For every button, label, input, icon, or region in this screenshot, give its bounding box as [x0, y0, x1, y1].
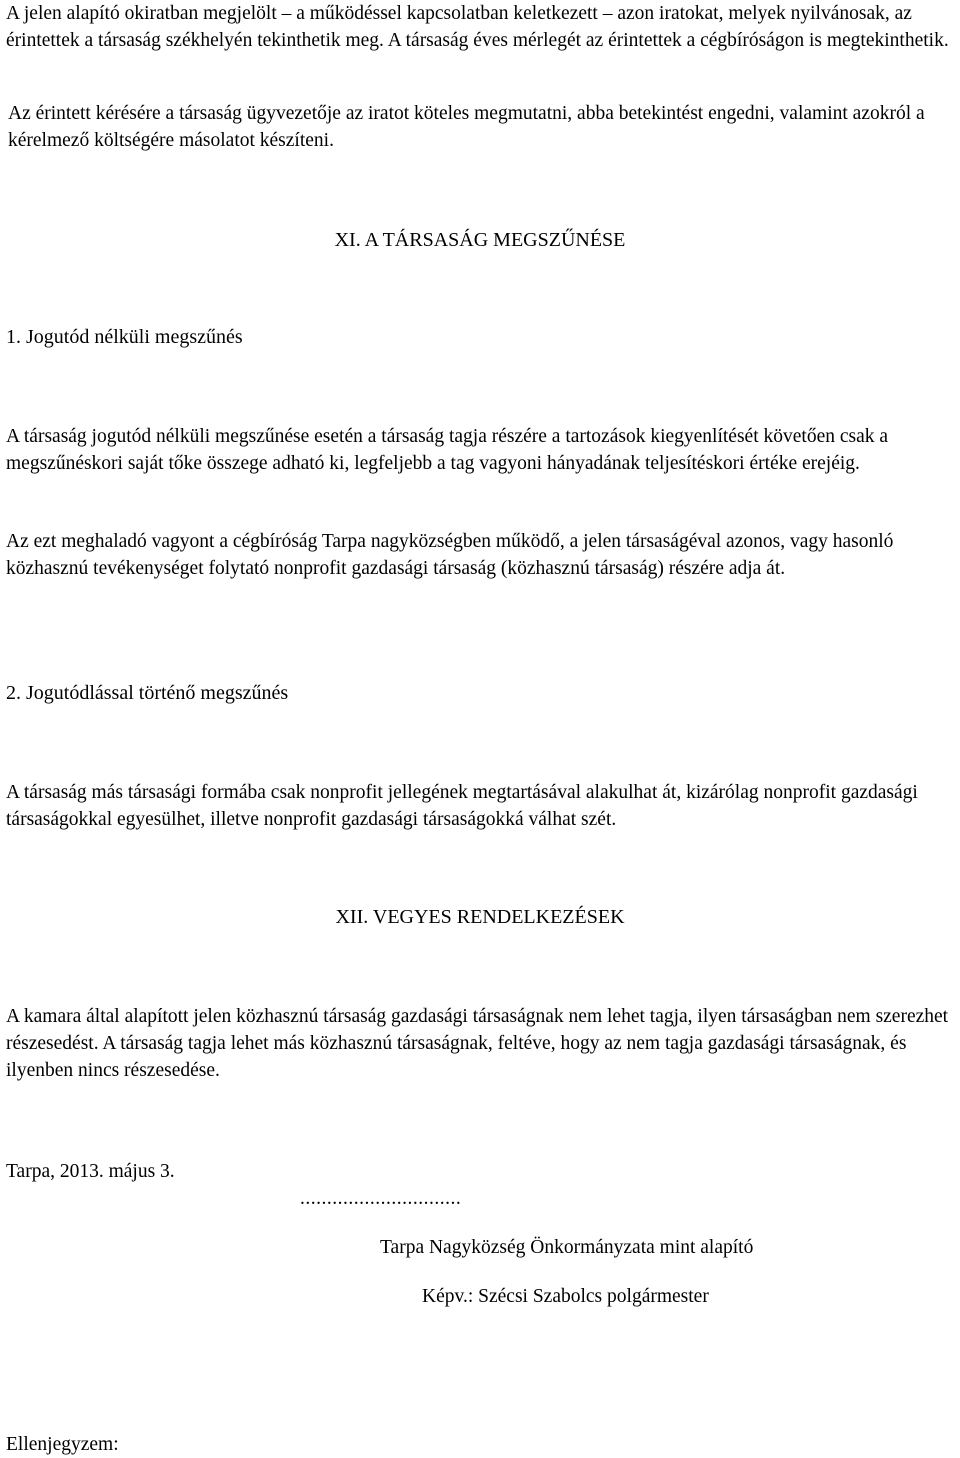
signer-representative: Képv.: Szécsi Szabolcs polgármester: [422, 1286, 709, 1307]
paragraph-excess-assets: Az ezt meghaladó vagyont a cégbíróság Tarpa nagyközségben működő, a jelen társaságéval azonos, vagy hasonló közhasznú tevékenységet folytató nonprofit gazdasági társaság (közhasznú társaság) részére adja át.: [6, 531, 894, 579]
section-heading-xi: XI. A TÁRSASÁG MEGSZŰNÉSE: [334, 229, 626, 251]
paragraph-documents-access: A jelen alapító okiratban megjelölt – a működéssel kapcsolatban keletkezett – azon iratokat, melyek nyilvánosak, az érintettek a társaság székhelyén tekinthetik meg. A társaság éves mérlegét az érintettek a cégbíróságon is megtekinthetik.: [6, 3, 949, 51]
subheading-dissolution-with-successor: 2. Jogutódlással történő megszűnés: [6, 682, 289, 704]
paragraph-transformation: A társaság más társasági formába csak nonprofit jellegének megtartásával alakulhat át, kizárólag nonprofit gazdasági társaságokkal egyesülhet, illetve nonprofit gazdasági társaságokká válhat szét.: [6, 782, 918, 830]
place-date: Tarpa, 2013. május 3.: [6, 1161, 175, 1182]
paragraph-inspection-request: Az érintett kérésére a társaság ügyvezetője az iratot köteles megmutatni, abba betekintést engedni, valamint azokról a kérelmező költségére másolatot készíteni.: [8, 103, 925, 151]
paragraph-equity-distribution: A társaság jogutód nélküli megszűnése esetén a társaság tagja részére a tartozások kiegyenlítését követően csak a megszűnéskori saját tőke összege adható ki, legfeljebb a tag vagyoni hányadának teljesítéskori értéke erejéig.: [6, 426, 889, 474]
signer-organization: Tarpa Nagyközség Önkormányzata mint alapító: [380, 1237, 754, 1258]
signature-line: ..............................: [300, 1188, 542, 1209]
paragraph-membership-restrictions: A kamara által alapított jelen közhasznú társaság gazdasági társaságnak nem lehet tagja, ilyen társaságban nem szerezhet részesedést. A társaság tagja lehet más közhasznú társaságnak, feltéve, hogy az nem tagja gazdasági társaságnak, és ilyenben nincs részesedése.: [6, 1006, 949, 1081]
subheading-dissolution-without-successor: 1. Jogutód nélküli megszűnés: [6, 326, 243, 348]
section-heading-xii: XII. VEGYES RENDELKEZÉSEK: [335, 906, 625, 928]
countersignature-label: Ellenjegyzem:: [6, 1434, 119, 1455]
